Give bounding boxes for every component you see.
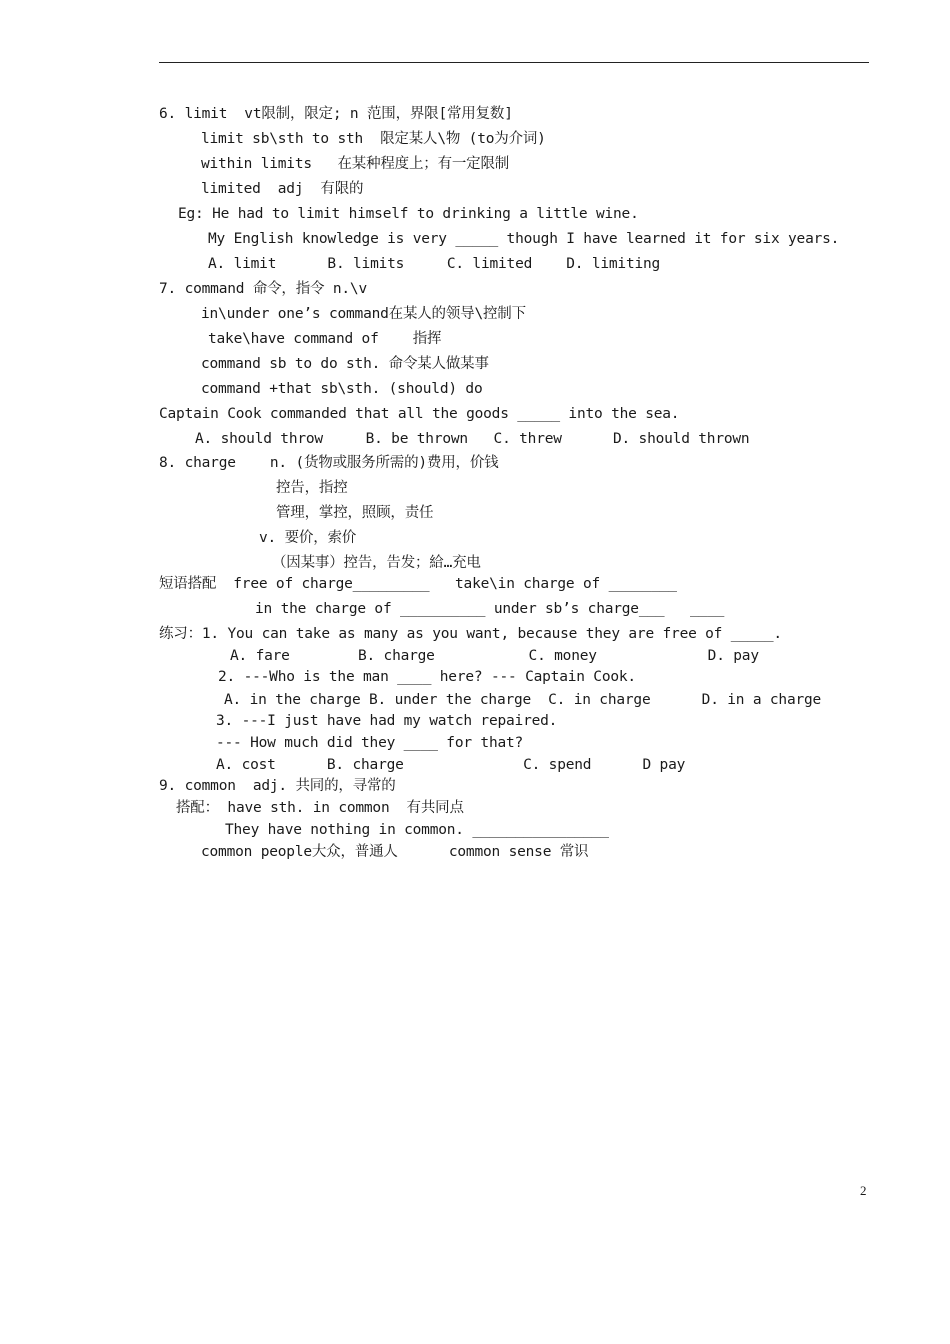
exercise-1-question: 练习：1. You can take as many as you want, because they are free of _____. <box>159 626 782 642</box>
limit-usage-3: limited adj 有限的 <box>201 181 364 197</box>
command-exercise-options: A. should throw B. be thrown C. threw D. should thrown <box>195 431 750 447</box>
command-exercise-question: Captain Cook commanded that all the goods _____ into the sea. <box>159 406 680 422</box>
item-7-heading: 7. command 命令，指令 n.\v <box>159 281 367 297</box>
exercise-3-question-1: 3. ---I just have had my watch repaired. <box>216 713 558 729</box>
charge-verb-2: （因某事）控告，告发；給…充电 <box>272 555 481 571</box>
common-phrases: common people大众，普通人 common sense 常识 <box>201 844 589 860</box>
command-usage-1: in\under one’s command在某人的领导\控制下 <box>201 306 526 322</box>
charge-verb-1: v. 要价，索价 <box>259 530 357 546</box>
charge-meaning-3: 管理，掌控，照顾，责任 <box>276 505 434 521</box>
limit-exercise-question: My English knowledge is very _____ though I have learned it for six years. <box>208 231 840 247</box>
header-rule <box>159 62 869 63</box>
limit-usage-1: limit sb\sth to sth 限定某人\物 (to为介词) <box>201 131 546 147</box>
limit-example: Eg: He had to limit himself to drinking a little wine. <box>178 206 639 222</box>
charge-meaning-2: 控告，指控 <box>276 480 348 496</box>
limit-exercise-options: A. limit B. limits C. limited D. limiting <box>208 256 661 272</box>
limit-usage-2: within limits 在某种程度上；有一定限制 <box>201 156 510 172</box>
exercise-3-options: A. cost B. charge C. spend D pay <box>216 757 686 773</box>
command-usage-3: command sb to do sth. 命令某人做某事 <box>201 356 489 372</box>
common-collocation: 搭配： have sth. in common 有共同点 <box>176 800 464 816</box>
command-usage-2: take\have command of 指挥 <box>208 331 442 347</box>
page-number: 2 <box>860 1183 867 1198</box>
charge-phrases-1: 短语搭配 free of charge_________ take\in charge of ________ <box>159 576 677 592</box>
item-9-heading: 9. common adj. 共同的，寻常的 <box>159 778 396 794</box>
item-8-heading: 8. charge n. (货物或服务所需的)费用，价钱 <box>159 455 499 471</box>
exercise-2-question: 2. ---Who is the man ____ here? --- Captain Cook. <box>218 669 636 685</box>
common-example: They have nothing in common. ________________ <box>225 822 609 838</box>
charge-phrases-2: in the charge of __________ under sb’s charge___ ____ <box>255 601 725 617</box>
exercise-1-options: A. fare B. charge C. money D. pay <box>230 648 759 664</box>
command-usage-4: command +that sb\sth. (should) do <box>201 381 483 397</box>
item-6-heading: 6. limit vt限制，限定; n 范围，界限[常用复数] <box>159 106 513 122</box>
exercise-3-question-2: --- How much did they ____ for that? <box>216 735 524 751</box>
exercise-2-options: A. in the charge B. under the charge C. in charge D. in a charge <box>224 692 822 708</box>
